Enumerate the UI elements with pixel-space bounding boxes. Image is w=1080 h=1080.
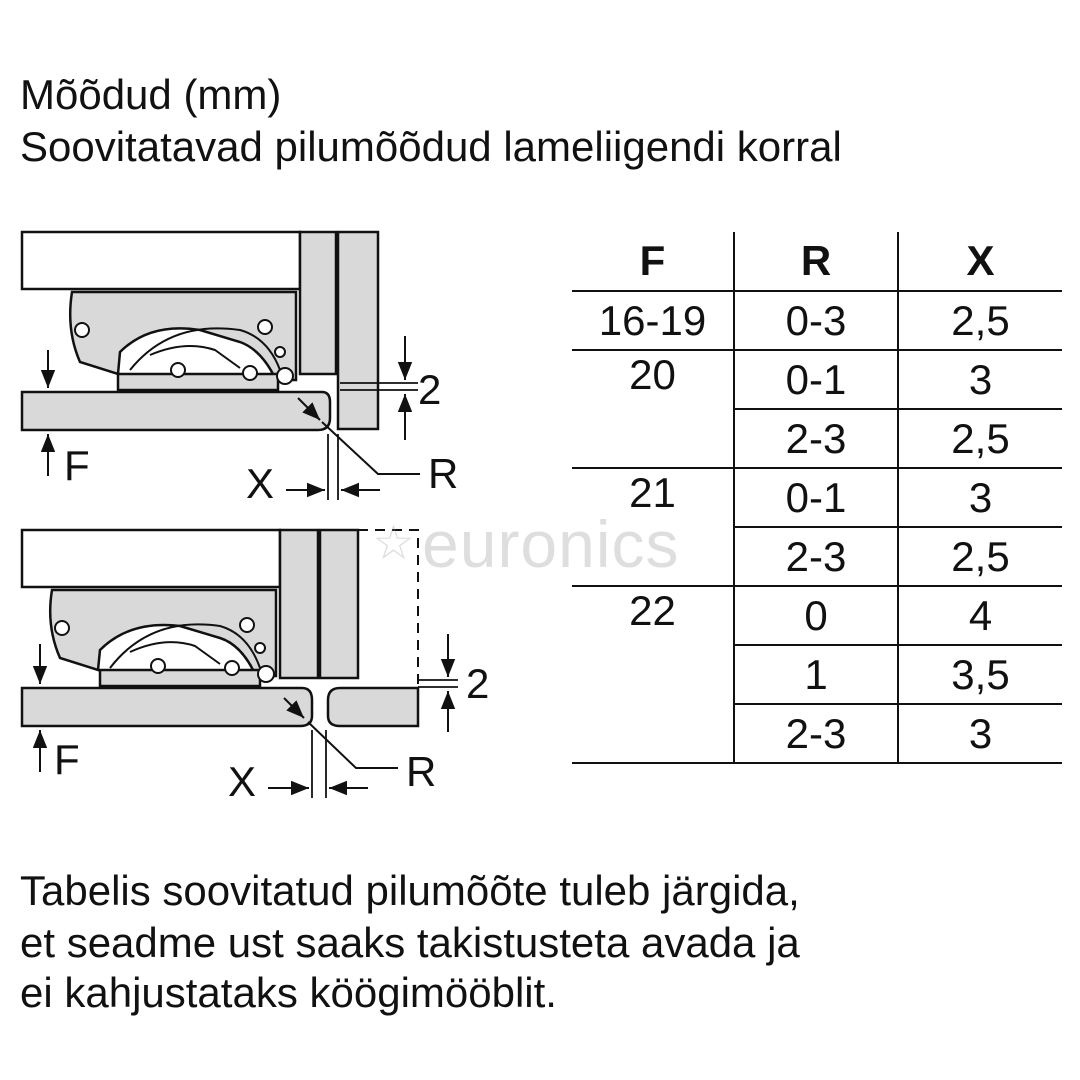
top-door-panel: [338, 232, 378, 429]
gap-dimensions-table: [572, 232, 1062, 764]
bottom-hinge-link: [130, 642, 220, 664]
top-hinge-pivot: [277, 368, 293, 384]
table-cell-x: 3: [898, 468, 1062, 527]
top-side-panel-inner: [300, 232, 336, 374]
top-label-f: F: [64, 442, 90, 489]
table-cell-r: 0-1: [734, 350, 898, 409]
table-cell-r: 0: [734, 586, 898, 645]
top-hinge-pivot: [243, 366, 257, 380]
table-cell-r: 0-1: [734, 468, 898, 527]
bottom-hinge-screw: [240, 618, 254, 632]
table-cell-f: 22: [572, 586, 734, 763]
bottom-door-board: [22, 688, 312, 726]
table-header-f: F: [572, 232, 734, 291]
table-cell-f: 21: [572, 468, 734, 586]
bottom-hinge-screw: [55, 621, 69, 635]
top-door-board: [22, 392, 330, 430]
watermark-text: euronics: [422, 507, 680, 581]
table-row: [572, 468, 1062, 527]
table-cell-f: 20: [572, 350, 734, 468]
table-cell-x: 3: [898, 704, 1062, 763]
table-cell-r: 2-3: [734, 409, 898, 468]
table-row: [572, 291, 1062, 350]
note-line-2: et seadme ust saaks takistusteta avada ja: [20, 919, 800, 966]
table-cell-x: 3,5: [898, 645, 1062, 704]
top-hinge-pivot: [171, 363, 185, 377]
top-hinge-screw: [258, 320, 272, 334]
table-row: [572, 350, 1062, 409]
table-cell-x: 2,5: [898, 527, 1062, 586]
bottom-label-f: F: [54, 736, 80, 783]
table-header-x: X: [898, 232, 1062, 291]
top-label-x: X: [246, 460, 275, 507]
table-cell-r: 2-3: [734, 704, 898, 763]
table-cell-r: 1: [734, 645, 898, 704]
table-cell-r: 2-3: [734, 527, 898, 586]
heading-line-1: Mõõdud (mm): [20, 71, 282, 118]
bottom-hinge-pivot: [225, 661, 239, 675]
top-label-r: R: [428, 450, 459, 497]
bottom-label-r: R: [406, 748, 437, 795]
heading-line-2: Soovitatavad pilumõõdud lameliigendi korral: [20, 123, 842, 170]
bottom-side-panel-1: [280, 530, 318, 678]
table-row: [572, 586, 1062, 645]
table-cell-x: 2,5: [898, 409, 1062, 468]
star-icon: ☆: [372, 517, 417, 570]
table-cell-x: 2,5: [898, 291, 1062, 350]
top-hinge-link: [150, 346, 240, 368]
note-line-1: Tabelis soovitatud pilumõõte tuleb järgida,: [20, 867, 800, 914]
bottom-hinge-pivot: [151, 659, 165, 673]
table-header-r: R: [734, 232, 898, 291]
table-header-row: [572, 232, 1062, 291]
table-cell-x: 3: [898, 350, 1062, 409]
bottom-neighbor-board: [328, 688, 418, 726]
table-cell-x: 4: [898, 586, 1062, 645]
bottom-hinge-pivot: [258, 666, 274, 682]
bottom-label-gap: 2: [466, 660, 490, 707]
bottom-r-leader: [308, 722, 398, 768]
top-hinge-screw: [75, 323, 89, 337]
bottom-side-panel-2: [320, 530, 358, 678]
bottom-hinge-screw: [255, 643, 265, 653]
note-line-3: ei kahjustataks köögimööblit.: [20, 969, 557, 1016]
bottom-label-x: X: [228, 758, 257, 805]
top-hinge-diagram: [22, 232, 458, 507]
top-cabinet-board: [22, 232, 300, 289]
top-hinge-screw: [275, 347, 285, 357]
table-cell-f: 16-19: [572, 291, 734, 350]
top-label-gap: 2: [418, 366, 442, 413]
bottom-cabinet-board: [22, 530, 280, 587]
table-cell-r: 0-3: [734, 291, 898, 350]
